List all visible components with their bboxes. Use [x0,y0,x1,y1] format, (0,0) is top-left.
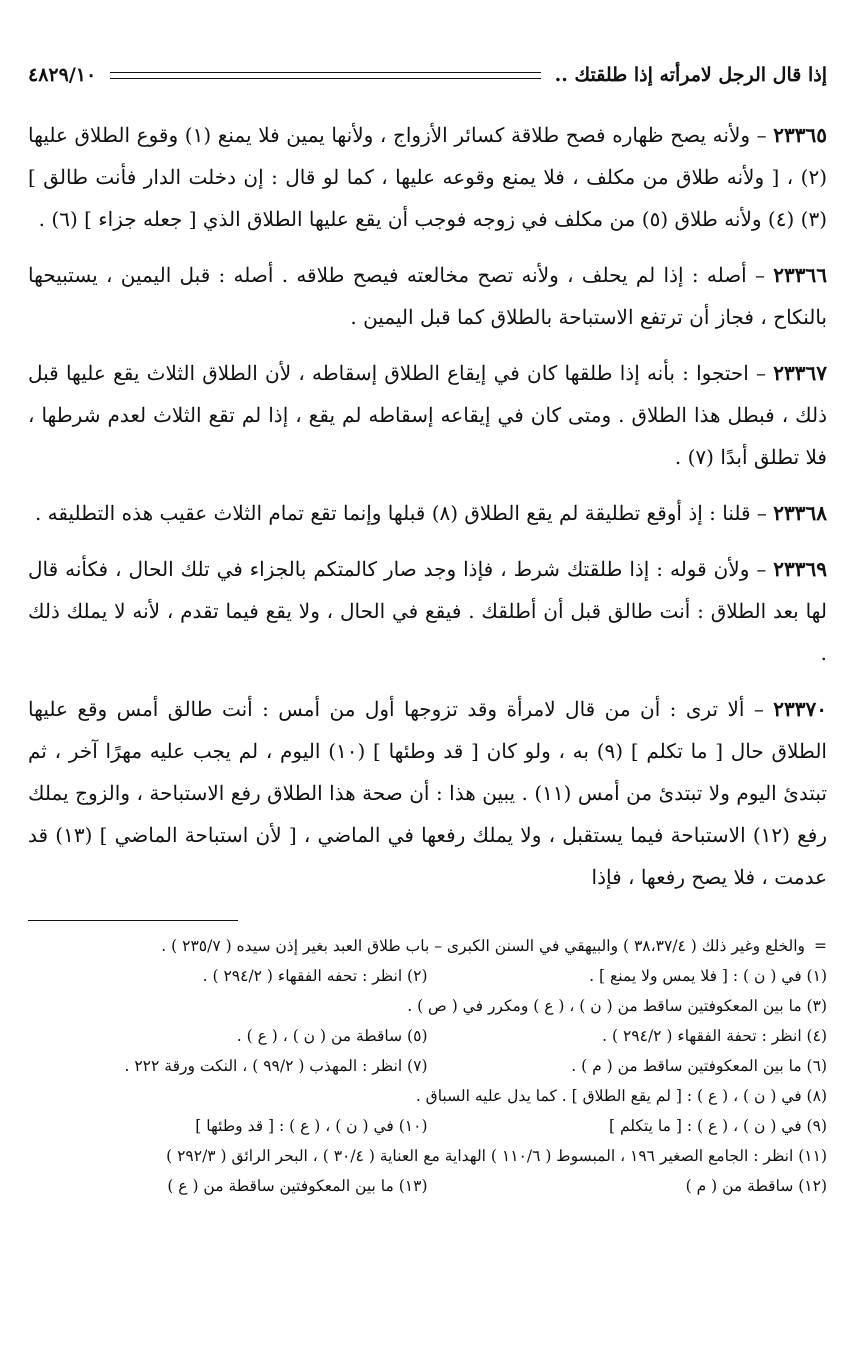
footnote-text: والخلع وغير ذلك ( ٣٨،٣٧/٤ ) والبيهقي في السنن الكبرى – باب طلاق العبد بغير إذن سيده ( ٢٣٥/٧ ) . [161,937,805,955]
main-text [28,114,827,898]
paragraph-number: ٢٣٣٦٧ [773,361,827,385]
paragraph [28,548,827,674]
paragraph-number: ٢٣٣٦٥ [773,123,827,147]
paragraph [28,688,827,898]
footnote-row [28,1081,827,1111]
footnote-row [28,1021,827,1051]
footnote: (١) في ( ن ) : [ فلا يمس ولا يمنع ] . [589,967,827,985]
header-rule [110,72,540,79]
footnote: (١٣) ما بين المعكوفتين ساقطة من ( ع ) [167,1177,428,1195]
paragraph [28,492,827,534]
paragraph-text: – ألا ترى : أن من قال لامرأة وقد تزوجها أول من أمس : أنت طالق أمس وقع عليها الطلاق حال [ ما تكلم ] (٩) به ، ولو كان [ قد وطئها ] (١٠) اليوم ، لم يجب عليه مهرًا آخر ، ثم تبتدئ اليوم ولا تبتدئ من أمس (١١) . يبين هذا : أن صحة هذا الطلاق رفع الاستباحة ، والزوج يملك رفع (١٢) الاستباحة فيما يستقبل ، ولا يملك رفعها في الماضي ، [ لأن استباحة الماضي ] (١٣) قد عدمت ، فلا يصح رفعها ، فإذا [28,697,827,889]
footnotes [28,931,827,1201]
paragraph [28,254,827,338]
paragraph-text: – احتجوا : بأنه إذا طلقها كان في إيقاع الطلاق إسقاطه ، لأن الطلاق الثلاث يقع عليها قبل ذلك ، فبطل هذا الطلاق . ومتى كان في إيقاعه إسقاطه لم يقع ، إذا لم تقع الثلاث لعدم شرطها ، فلا تطلق أبدًا (٧) . [28,361,828,469]
footnote-row [28,991,827,1021]
paragraph-number: ٢٣٣٦٨ [773,501,827,525]
paragraph-text: – أصله : إذا لم يحلف ، ولأنه تصح مخالعته فيصح طلاقه . أصله : قبل اليمين ، يستبيحها بالنكاح ، فجاز أن ترتفع الاستباحة بالطلاق كما قبل اليمين . [28,263,827,329]
paragraph-text: – قلنا : إذ أوقع تطليقة لم يقع الطلاق (٨) قبلها وإنما تقع تمام الثلاث عقيب هذه التطليقه . [34,501,767,525]
footnote: (١٢) ساقطة من ( م ) [685,1177,827,1195]
footnote-separator [28,920,238,921]
footnote: (٣) ما بين المعكوفتين ساقط من ( ن ) ، ( ع ) ومكرر في ( ص ) . [407,997,827,1015]
header-title: إذا قال الرجل لامرأته إذا طلقتك .. [554,64,827,86]
footnote-continuation [28,931,827,961]
footnote-row [28,961,827,991]
footnote: (١٠) في ( ن ) ، ( ع ) : [ قد وطئها ] [195,1117,428,1135]
footnote: (٥) ساقطة من ( ن ) ، ( ع ) . [236,1027,428,1045]
running-header [28,58,827,92]
paragraph-number: ٢٣٣٦٩ [773,557,827,581]
paragraph-text: – ولأنه يصح ظهاره فصح طلاقة كسائر الأزواج ، ولأنها يمين فلا يمنع (١) وقوع الطلاق عليها (٢) ، [ ولأنه طلاق من مكلف ، فلا يمنع وقوعه عليها ، كما لو قال : إن دخلت الدار فأنت طالق ] (٣) (٤) ولأنه طلاق (٥) من مكلف في زوجه فوجب أن يقع عليها الطلاق الذي [ جعله جزاء ] (٦) . [28,123,827,231]
footnote: (٦) ما بين المعكوفتين ساقط من ( م ) . [571,1057,827,1075]
footnote-row [28,1111,827,1141]
paragraph-number: ٢٣٣٧٠ [773,697,828,721]
paragraph-text: – ولأن قوله : إذا طلقتك شرط ، فإذا وجد صار كالمتكم بالجزاء في تلك الحال ، فكأنه قال لها بعد الطلاق : أنت طالق قبل أن أطلقك . فيقع في الحال ، ولا يقع فيما تقدم ، لأنه لا يملك ذلك . [28,557,827,665]
paragraph [28,352,827,478]
footnote: (٢) انظر : تحفه الفقهاء ( ٢٩٤/٢ ) . [202,967,428,985]
paragraph [28,114,827,240]
footnote: (٧) انظر : المهذب ( ٩٩/٢ ) ، النكت ورقة ٢٢٢ . [124,1057,428,1075]
page-number: ٤٨٢٩/١٠ [28,64,97,86]
footnote: (٩) في ( ن ) ، ( ع ) : [ ما يتكلم ] [609,1117,827,1135]
footnote-row [28,1141,827,1171]
footnote: (٨) في ( ن ) ، ( ع ) : [ لم يقع الطلاق ] . كما يدل عليه السباق . [415,1087,827,1105]
footnote-row [28,1051,827,1081]
paragraph-number: ٢٣٣٦٦ [773,263,828,287]
footnote: (١١) انظر : الجامع الصغير ١٩٦ ، المبسوط ( ١١٠/٦ ) الهداية مع العناية ( ٣٠/٤ ) ، البحر الرائق ( ٢٩٢/٣ ) [166,1147,827,1165]
continuation-marker: = [814,937,827,955]
book-page [28,58,827,1201]
footnote-row [28,1171,827,1201]
footnote: (٤) انظر : تحفة الفقهاء ( ٢٩٤/٢ ) . [602,1027,827,1045]
